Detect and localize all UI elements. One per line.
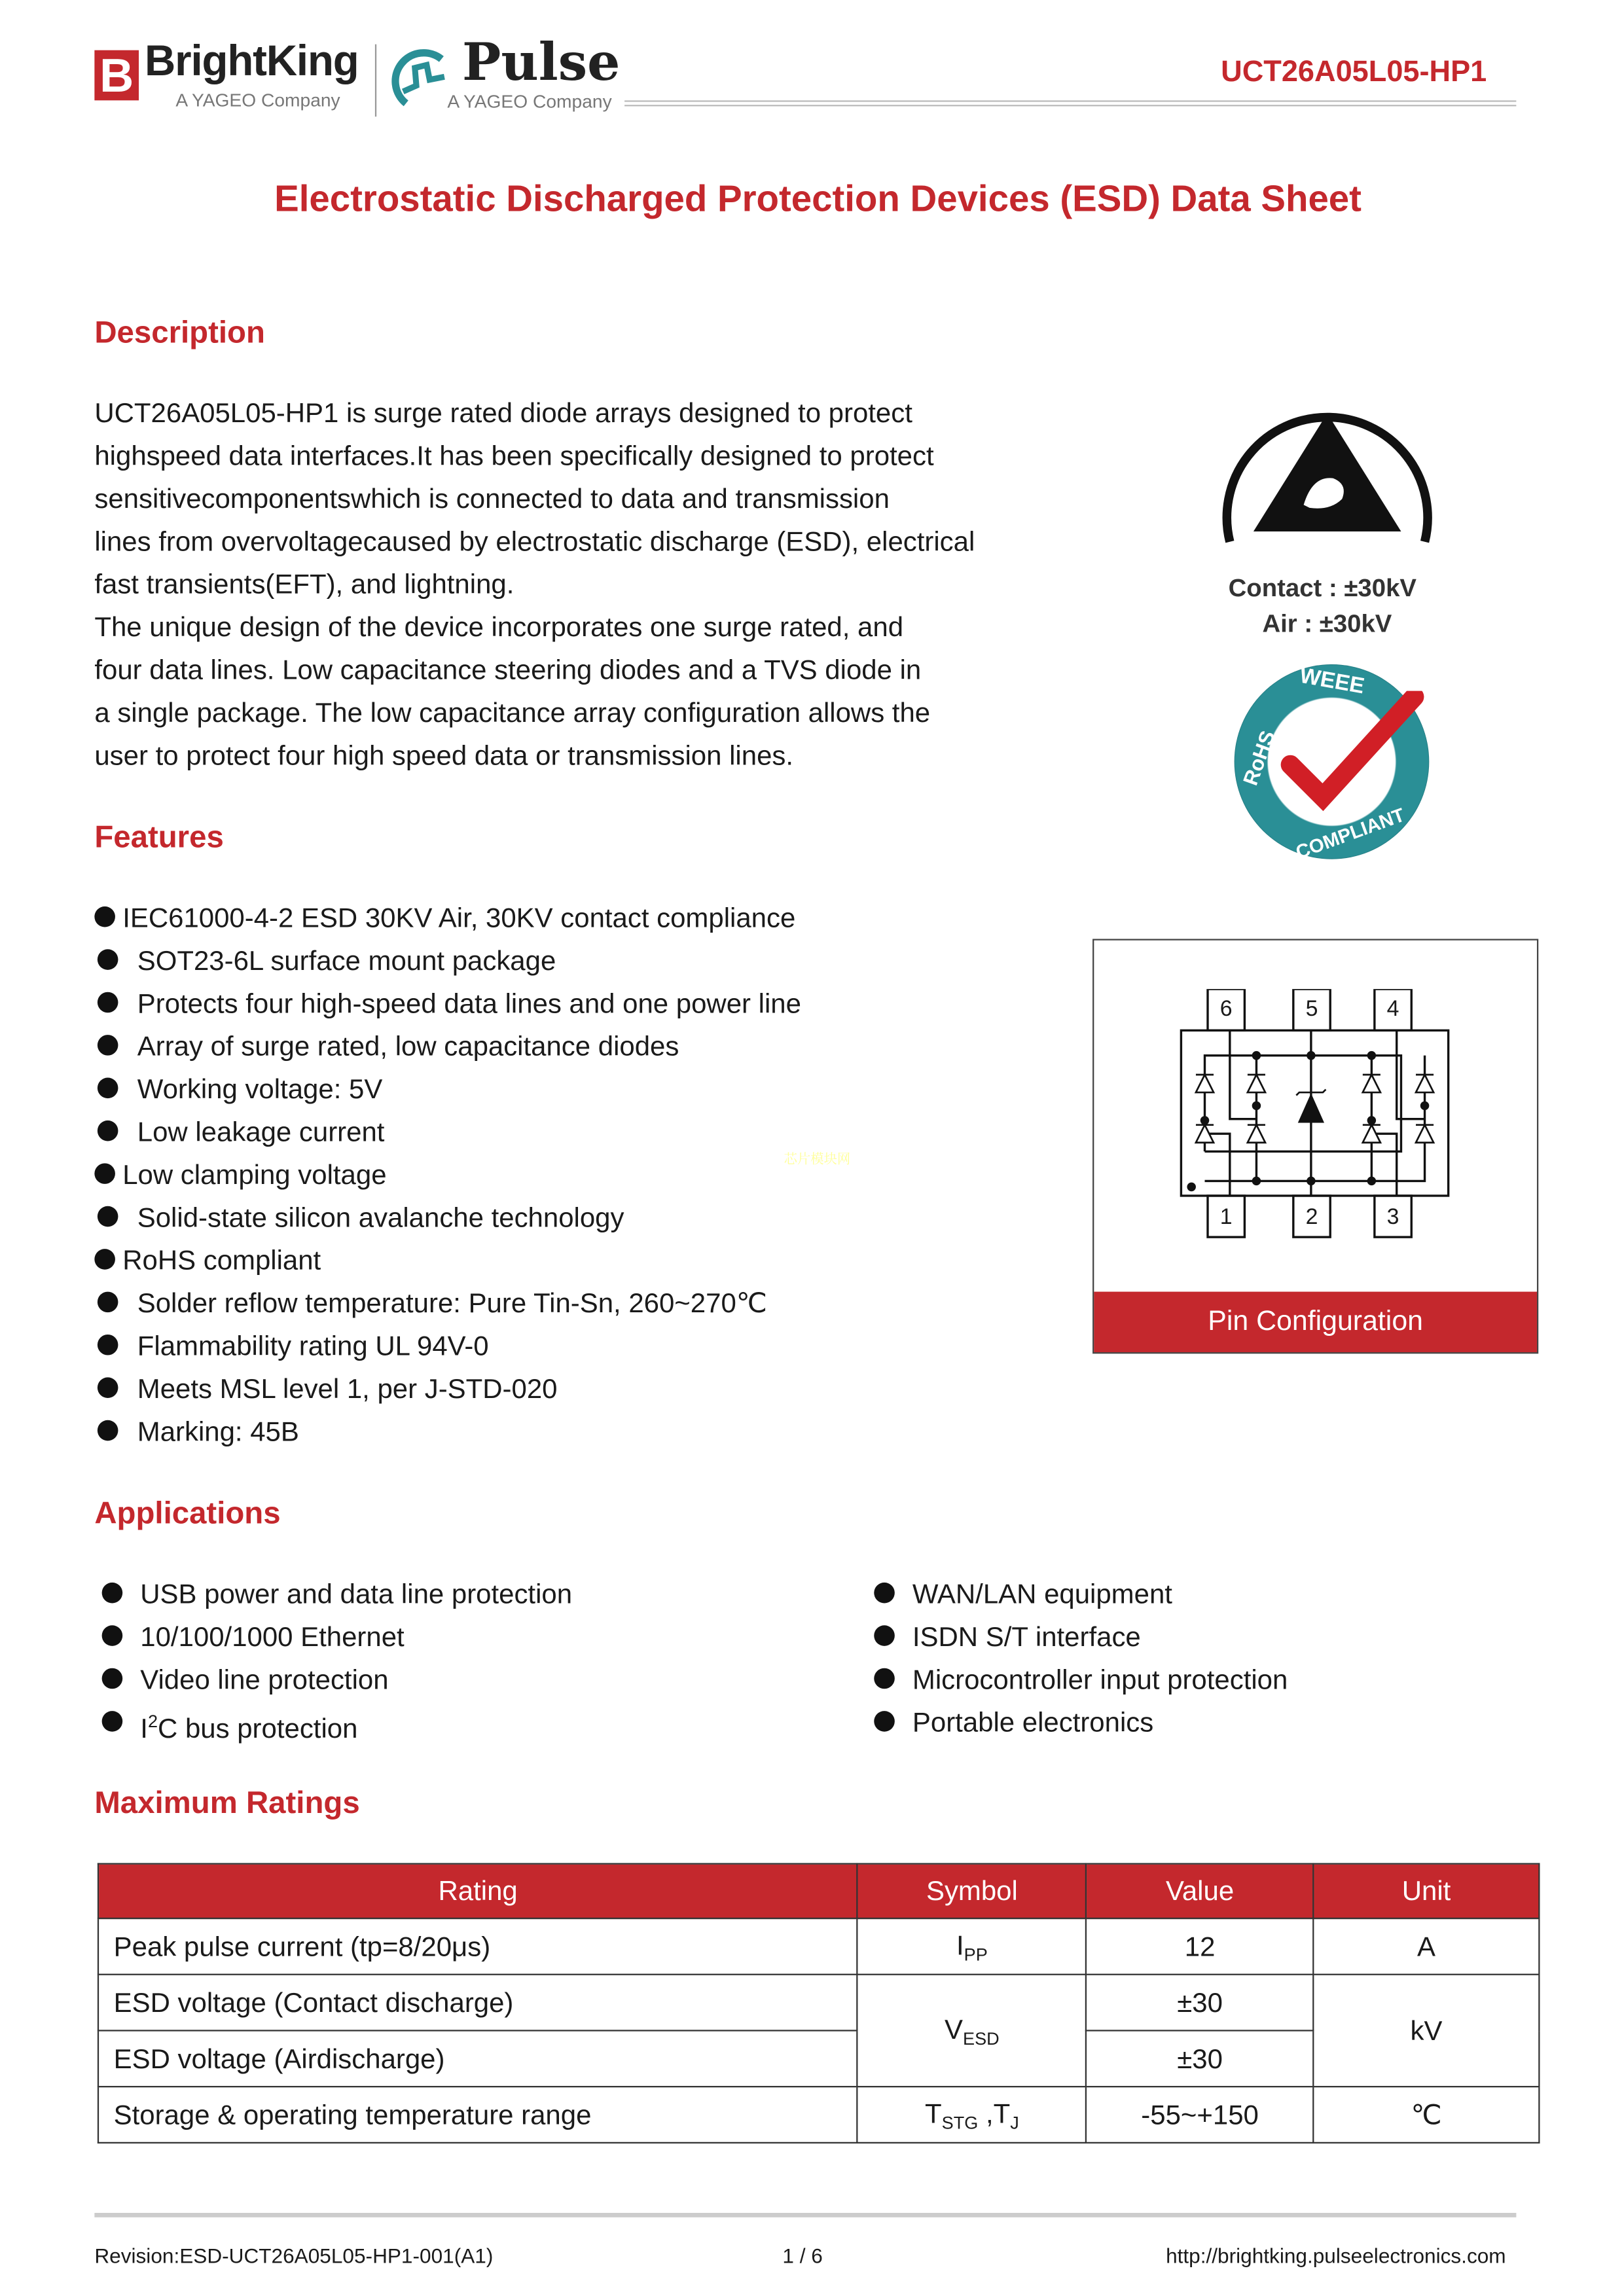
application-item: [94, 1658, 572, 1700]
feature-text: Marking: 45B: [137, 1416, 299, 1447]
unit-cell: ℃: [1314, 2087, 1540, 2143]
table-header-row: [98, 1864, 1539, 1918]
application-text: USB power and data line protection: [140, 1578, 573, 1609]
application-text: Portable electronics: [912, 1706, 1154, 1738]
column-header: Symbol: [857, 1864, 1086, 1918]
description-line: highspeed data interfaces.It has been specifically designed to protect: [94, 440, 934, 471]
rating-cell: Storage & operating temperature range: [98, 2087, 857, 2143]
feature-item: [94, 1110, 801, 1153]
symbol: I: [956, 1928, 964, 1960]
pin-configuration-caption: Pin Configuration: [1094, 1292, 1537, 1352]
pin-label: 2: [1305, 1204, 1318, 1230]
feature-text: IEC61000-4-2 ESD 30KV Air, 30KV contact compliance: [122, 902, 796, 933]
applications-heading: Applications: [94, 1497, 281, 1531]
application-text: C bus protection: [158, 1712, 358, 1744]
application-text: Microcontroller input protection: [912, 1663, 1288, 1695]
feature-item: [94, 896, 801, 939]
bullet-icon: [98, 1377, 118, 1398]
application-item: [94, 1700, 572, 1749]
pulse-wordmark: Pulse: [461, 32, 621, 94]
rohs-compliant-badge: [1235, 663, 1430, 864]
esd-contact-rating: Contact : ±30kV: [1228, 574, 1416, 603]
feature-text: Low leakage current: [137, 1116, 385, 1147]
application-item: [867, 1572, 1288, 1615]
description-line: UCT26A05L05-HP1 is surge rated diode arrays designed to protect: [94, 397, 912, 429]
feature-text: Low clamping voltage: [122, 1158, 387, 1190]
description-line: user to protect four high speed data or transmission lines.: [94, 740, 794, 771]
bullet-icon: [94, 1163, 115, 1184]
pin-label: 3: [1386, 1204, 1399, 1230]
value-cell: -55~+150: [1087, 2087, 1314, 2143]
footer-rule: [94, 2213, 1516, 2217]
application-text: WAN/LAN equipment: [912, 1578, 1172, 1609]
part-number: UCT26A05L05-HP1: [1221, 56, 1487, 89]
value-cell: 12: [1087, 1918, 1314, 1975]
maximum-ratings-table: [98, 1863, 1540, 2144]
table-row: [98, 1918, 1539, 1975]
symbol: V: [945, 2013, 964, 2044]
feature-item: [94, 1196, 801, 1238]
feature-item: [94, 982, 801, 1024]
application-item: [867, 1615, 1288, 1658]
bullet-icon: [874, 1625, 895, 1646]
bullet-icon: [98, 1335, 118, 1355]
description-line: sensitivecomponentswhich is connected to data and transmission: [94, 482, 890, 514]
rating-cell: ESD voltage (Contact discharge): [98, 1975, 857, 2031]
bullet-icon: [874, 1583, 895, 1604]
column-header: Unit: [1314, 1864, 1540, 1918]
watermark: 芯片模块网: [784, 1151, 851, 1166]
feature-item: [94, 1410, 801, 1452]
brightking-b-mark: B: [94, 50, 139, 101]
feature-text: Array of surge rated, low capacitance diodes: [137, 1030, 679, 1062]
bullet-icon: [102, 1583, 123, 1604]
description-line: fast transients(EFT), and lightning.: [94, 568, 514, 600]
application-text: 10/100/1000 Ethernet: [140, 1621, 405, 1652]
application-item: [94, 1615, 572, 1658]
description-line: lines from overvoltagecaused by electrostatic discharge (ESD), electrical: [94, 525, 975, 557]
brightking-logo: [94, 38, 360, 117]
symbol: ,T: [978, 2096, 1011, 2128]
symbol-cell: [857, 1975, 1086, 2087]
pin-label: 6: [1219, 996, 1233, 1022]
bullet-icon: [874, 1711, 895, 1732]
application-text: ISDN S/T interface: [912, 1621, 1141, 1652]
pin-label: 4: [1386, 996, 1399, 1022]
pulse-icon: [391, 47, 456, 112]
application-text: Video line protection: [140, 1663, 389, 1695]
application-text: I: [140, 1712, 148, 1744]
feature-item: [94, 1282, 801, 1324]
table-row: [98, 2087, 1539, 2143]
bullet-icon: [102, 1711, 123, 1732]
feature-item: [94, 1153, 801, 1196]
superscript: 2: [147, 1711, 158, 1732]
bullet-icon: [98, 1292, 118, 1313]
feature-text: RoHS compliant: [122, 1244, 321, 1276]
applications-list-left: [94, 1572, 572, 1749]
bullet-icon: [98, 949, 118, 970]
bullet-icon: [98, 1035, 118, 1056]
feature-text: Solid-state silicon avalanche technology: [137, 1201, 624, 1233]
feature-text: SOT23-6L surface mount package: [137, 944, 556, 976]
esd-warning-icon: [1218, 387, 1437, 549]
rohs-compliant-text: COMPLIANT: [1292, 803, 1408, 864]
application-item: [867, 1700, 1288, 1743]
value-cell: ±30: [1087, 2030, 1314, 2087]
feature-item: [94, 1324, 801, 1367]
pulse-tagline: A YAGEO Company: [447, 91, 612, 113]
feature-text: Meets MSL level 1, per J-STD-020: [137, 1372, 558, 1404]
feature-item: [94, 1024, 801, 1067]
rating-cell: Peak pulse current (tp=8/20μs): [98, 1918, 857, 1975]
bullet-icon: [102, 1668, 123, 1689]
bullet-icon: [102, 1625, 123, 1646]
page-title: Electrostatic Discharged Protection Devices (ESD) Data Sheet: [274, 178, 1362, 221]
feature-item: [94, 939, 801, 981]
feature-text: Protects four high-speed data lines and one power line: [137, 987, 801, 1019]
footer-revision: Revision:ESD-UCT26A05L05-HP1-001(A1): [94, 2244, 494, 2268]
symbol-subscript: STG: [941, 2111, 979, 2133]
features-heading: Features: [94, 821, 224, 855]
footer-page-number: 1 / 6: [782, 2244, 823, 2268]
checkmark-icon: [1278, 691, 1426, 824]
description-heading: Description: [94, 315, 265, 350]
brightking-wordmark: BrightKing: [145, 38, 359, 86]
rohs-text: RoHS: [1238, 727, 1280, 789]
logo-divider: [375, 45, 376, 117]
bullet-icon: [94, 906, 115, 927]
column-header: Rating: [98, 1864, 857, 1918]
feature-item: [94, 1367, 801, 1410]
feature-text: Flammability rating UL 94V-0: [137, 1330, 489, 1361]
unit-cell: kV: [1314, 1975, 1540, 2087]
feature-item: [94, 1238, 801, 1281]
pin-label: 5: [1305, 996, 1318, 1022]
bullet-icon: [98, 1121, 118, 1141]
bullet-icon: [98, 1206, 118, 1227]
rohs-weee-text: WEEE: [1297, 663, 1367, 700]
table-row: [98, 1975, 1539, 2031]
brightking-tagline: A YAGEO Company: [175, 90, 340, 111]
description-line: a single package. The low capacitance array configuration allows the: [94, 696, 931, 728]
pulse-logo: [391, 32, 628, 118]
bullet-icon: [94, 1249, 115, 1270]
symbol-subscript: J: [1010, 2111, 1019, 2133]
maximum-ratings-heading: Maximum Ratings: [94, 1786, 360, 1821]
esd-air-rating: Air : ±30kV: [1262, 609, 1392, 638]
description-line: The unique design of the device incorporates one surge rated, and: [94, 611, 904, 643]
symbol: T: [925, 2096, 942, 2128]
symbol-cell: [857, 1918, 1086, 1975]
unit-cell: A: [1314, 1918, 1540, 1975]
pin-configuration-box: [1092, 939, 1538, 1354]
column-header: Value: [1087, 1864, 1314, 1918]
pin-label: 1: [1219, 1204, 1233, 1230]
feature-item: [94, 1067, 801, 1110]
symbol-cell: [857, 2087, 1086, 2143]
footer-url[interactable]: http://brightking.pulseelectronics.com: [1166, 2244, 1506, 2268]
symbol-subscript: PP: [964, 1943, 988, 1964]
rating-cell: ESD voltage (Airdischarge): [98, 2030, 857, 2087]
symbol-subscript: ESD: [963, 2027, 1000, 2049]
value-cell: ±30: [1087, 1975, 1314, 2031]
description-text: [94, 391, 995, 777]
features-list: [94, 896, 801, 1452]
description-line: four data lines. Low capacitance steering diodes and a TVS diode in: [94, 654, 922, 685]
feature-text: Working voltage: 5V: [137, 1073, 383, 1105]
feature-text: Solder reflow temperature: Pure Tin-Sn, 260~270℃: [137, 1287, 767, 1319]
bullet-icon: [98, 1078, 118, 1099]
bullet-icon: [98, 992, 118, 1013]
applications-list-right: [867, 1572, 1288, 1744]
bullet-icon: [98, 1420, 118, 1441]
bullet-icon: [874, 1668, 895, 1689]
header-rule: [624, 100, 1516, 106]
application-item: [94, 1572, 572, 1615]
application-item: [867, 1658, 1288, 1700]
